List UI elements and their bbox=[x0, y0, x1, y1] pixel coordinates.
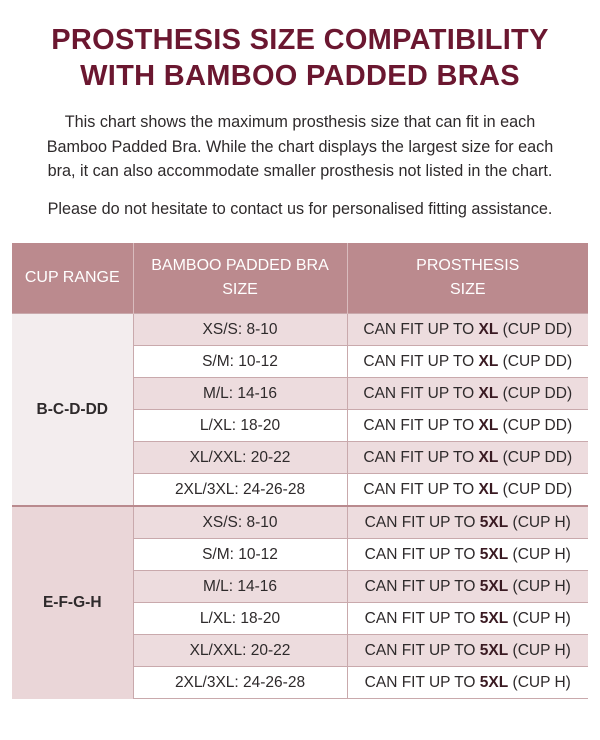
bra-size-cell: S/M: 10-12 bbox=[133, 346, 347, 378]
table-row bbox=[12, 314, 588, 346]
prosthesis-size: XL bbox=[478, 416, 499, 434]
cup-note: (CUP H) bbox=[512, 577, 571, 595]
prosthesis-fit-cell bbox=[347, 410, 588, 442]
size-compatibility-table bbox=[12, 243, 588, 699]
intro-line-3: bra, it can also accommodate smaller prosthesis not listed in the chart. bbox=[47, 162, 553, 180]
prosthesis-size: 5XL bbox=[479, 673, 509, 691]
contact-note: Please do not hesitate to contact us for personalised fitting assistance. bbox=[47, 199, 553, 218]
bra-size-cell: XL/XXL: 20-22 bbox=[133, 635, 347, 667]
prosthesis-size: XL bbox=[478, 384, 499, 402]
header-bra-size-line-1: BAMBOO PADDED BRA bbox=[151, 257, 329, 274]
fit-prefix: CAN FIT UP TO bbox=[363, 448, 475, 466]
prosthesis-size: 5XL bbox=[479, 545, 509, 563]
intro-line-1: This chart shows the maximum prosthesis size that can fit in each bbox=[64, 113, 536, 131]
cup-note: (CUP DD) bbox=[502, 320, 573, 338]
cup-range-cell: E-F-G-H bbox=[12, 506, 133, 699]
header-prosthesis-size bbox=[347, 243, 588, 314]
fit-prefix: CAN FIT UP TO bbox=[363, 320, 475, 338]
table-header-row bbox=[12, 243, 588, 314]
title-line-1: PROSTHESIS SIZE COMPATIBILITY bbox=[51, 24, 549, 56]
intro-paragraph bbox=[24, 110, 576, 184]
bra-size-cell: 2XL/3XL: 24-26-28 bbox=[133, 474, 347, 507]
fit-prefix: CAN FIT UP TO bbox=[364, 545, 476, 563]
cup-note: (CUP H) bbox=[512, 673, 571, 691]
prosthesis-fit-cell bbox=[347, 667, 588, 699]
prosthesis-size: XL bbox=[478, 480, 499, 498]
table-body bbox=[12, 314, 588, 699]
fit-prefix: CAN FIT UP TO bbox=[364, 513, 476, 531]
cup-note: (CUP H) bbox=[512, 545, 571, 563]
prosthesis-fit-cell bbox=[347, 635, 588, 667]
intro-line-2: Bamboo Padded Bra. While the chart displays the largest size for each bbox=[46, 137, 554, 156]
cup-note: (CUP DD) bbox=[502, 480, 573, 498]
header-bra-size-line-2: SIZE bbox=[222, 281, 258, 298]
header-prosthesis-line-2: SIZE bbox=[449, 281, 486, 298]
cup-note: (CUP H) bbox=[512, 609, 571, 627]
fit-prefix: CAN FIT UP TO bbox=[364, 577, 476, 595]
cup-note: (CUP H) bbox=[512, 513, 571, 531]
fit-prefix: CAN FIT UP TO bbox=[364, 673, 476, 691]
cup-range-cell: B-C-D-DD bbox=[12, 314, 133, 507]
page bbox=[0, 22, 600, 691]
cup-note: (CUP DD) bbox=[502, 416, 573, 434]
fit-prefix: CAN FIT UP TO bbox=[363, 480, 475, 498]
prosthesis-fit-cell bbox=[347, 506, 588, 539]
prosthesis-fit-cell bbox=[347, 603, 588, 635]
prosthesis-size: XL bbox=[478, 352, 499, 370]
prosthesis-fit-cell bbox=[347, 571, 588, 603]
bra-size-cell: L/XL: 18-20 bbox=[133, 603, 347, 635]
prosthesis-size: XL bbox=[478, 448, 499, 466]
bra-size-cell: M/L: 14-16 bbox=[133, 378, 347, 410]
cup-note: (CUP DD) bbox=[502, 448, 573, 466]
prosthesis-fit-cell bbox=[347, 442, 588, 474]
title-line-2: WITH BAMBOO PADDED BRAS bbox=[80, 60, 520, 92]
fit-prefix: CAN FIT UP TO bbox=[363, 352, 475, 370]
prosthesis-fit-cell bbox=[347, 378, 588, 410]
prosthesis-size: XL bbox=[478, 320, 499, 338]
prosthesis-size: 5XL bbox=[479, 577, 509, 595]
header-bra-size bbox=[133, 243, 347, 314]
bra-size-cell: M/L: 14-16 bbox=[133, 571, 347, 603]
fit-prefix: CAN FIT UP TO bbox=[363, 384, 475, 402]
header-cup-range: CUP RANGE bbox=[12, 243, 133, 314]
prosthesis-size: 5XL bbox=[479, 641, 509, 659]
prosthesis-fit-cell bbox=[347, 539, 588, 571]
page-title bbox=[0, 22, 600, 94]
prosthesis-fit-cell bbox=[347, 346, 588, 378]
header-prosthesis-line-1: PROSTHESIS bbox=[416, 257, 520, 274]
bra-size-cell: 2XL/3XL: 24-26-28 bbox=[133, 667, 347, 699]
prosthesis-size: 5XL bbox=[479, 609, 509, 627]
fit-prefix: CAN FIT UP TO bbox=[364, 609, 476, 627]
bra-size-cell: S/M: 10-12 bbox=[133, 539, 347, 571]
cup-note: (CUP DD) bbox=[502, 384, 573, 402]
bra-size-cell: XS/S: 8-10 bbox=[133, 314, 347, 346]
fit-prefix: CAN FIT UP TO bbox=[363, 416, 475, 434]
cup-note: (CUP DD) bbox=[502, 352, 573, 370]
bra-size-cell: L/XL: 18-20 bbox=[133, 410, 347, 442]
prosthesis-size: 5XL bbox=[479, 513, 509, 531]
fit-prefix: CAN FIT UP TO bbox=[364, 641, 476, 659]
table-row bbox=[12, 506, 588, 539]
bra-size-cell: XS/S: 8-10 bbox=[133, 506, 347, 539]
bra-size-cell: XL/XXL: 20-22 bbox=[133, 442, 347, 474]
cup-note: (CUP H) bbox=[512, 641, 571, 659]
prosthesis-fit-cell bbox=[347, 474, 588, 507]
prosthesis-fit-cell bbox=[347, 314, 588, 346]
